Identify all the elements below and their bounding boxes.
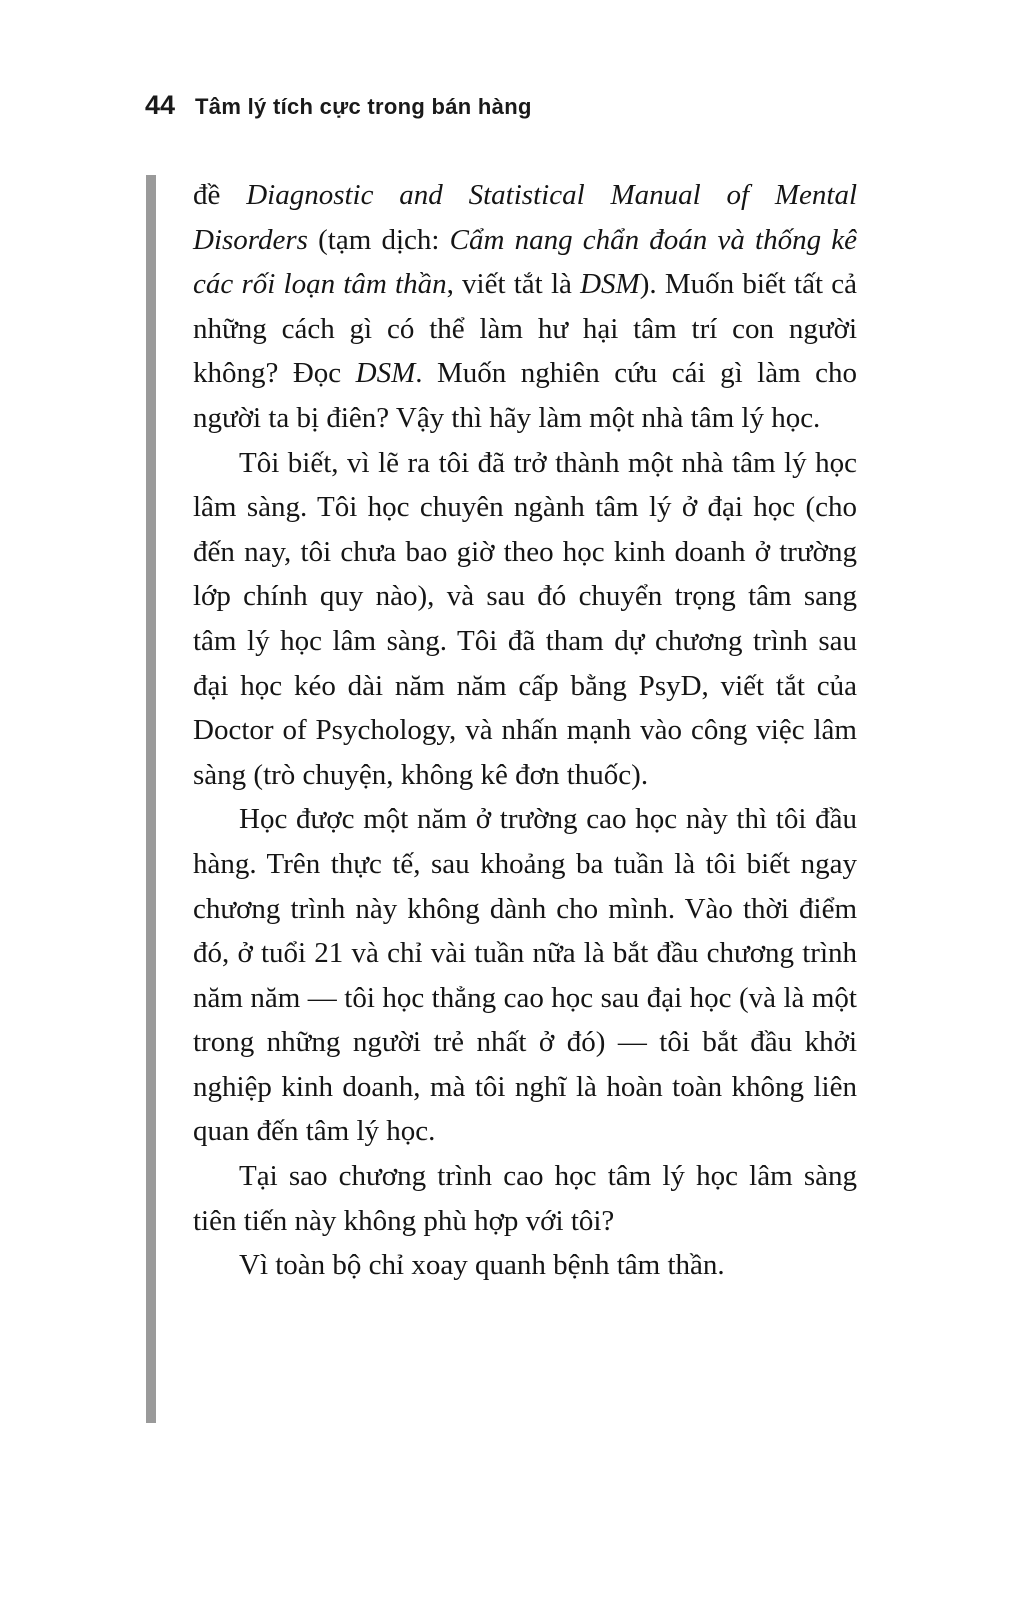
page-header: [145, 90, 532, 121]
paragraph: [193, 173, 857, 441]
paragraph: [193, 441, 857, 798]
text-run: đề: [193, 179, 247, 211]
italic-text-run: Diagnostic and Statistical Manual of Mental Disorders: [193, 179, 858, 256]
text-run: Vì toàn bộ chỉ xoay quanh bệnh tâm thần.: [239, 1249, 725, 1282]
paragraph: [193, 1243, 857, 1288]
text-run: Tại sao chương trình cao học tâm lý học lâm sàng tiên tiến này không phù hợp với tôi?: [193, 1160, 857, 1237]
italic-text-run: DSM: [580, 268, 640, 301]
text-run: . Muốn nghiên cứu cái gì làm cho người ta bị điên? Vậy thì hãy làm một nhà tâm lý học.: [193, 357, 857, 434]
italic-text-run: DSM: [355, 357, 416, 390]
text-run: Tôi biết, vì lẽ ra tôi đã trở thành một nhà tâm lý học lâm sàng. Tôi học chuyên ngành tâm lý ở đại học (cho đến nay, tôi chưa bao giờ theo học kinh doanh ở trường lớp chính quy nào), và sau đó chuyển trọng tâm sang tâm lý học lâm sàng. Tôi đã tham dự chương trình sau đại học kéo dài năm năm cấp bằng PsyD, viết tắt của Doctor of Psychology, và nhấn mạnh vào công việc lâm sàng (trò chuyện, không kê đơn thuốc).: [193, 446, 857, 791]
page-number: 44: [145, 90, 176, 120]
text-run: Học được một năm ở trường cao học này thì tôi đầu hàng. Trên thực tế, sau khoảng ba tuần là tôi biết ngay chương trình này không dành cho mình. Vào thời điểm đó, ở tuổi 21 và chỉ vài tuần nữa là bắt đầu chương trình năm năm — tôi học thẳng cao học sau đại học (và là một trong những người trẻ nhất ở đó) — tôi bắt đầu khởi nghiệp kinh doanh, mà tôi nghĩ là hoàn toàn không liên quan đến tâm lý học.: [193, 803, 857, 1148]
text-run: ). Muốn biết tất cả những cách gì có thể làm hư hại tâm trí con người không? Đọc: [193, 268, 857, 390]
text-run: (tạm dịch:: [307, 223, 450, 256]
paragraph: [193, 797, 857, 1154]
blockquote-bar: [146, 175, 156, 1423]
italic-text-run: Cẩm nang chẩn đoán và thống kê các rối loạn tâm thần: [193, 223, 857, 301]
running-head-title: Tâm lý tích cực trong bán hàng: [195, 94, 532, 119]
paragraph: [193, 1154, 857, 1243]
text-block: [193, 173, 857, 1288]
text-run: , viết tắt là: [446, 268, 581, 301]
